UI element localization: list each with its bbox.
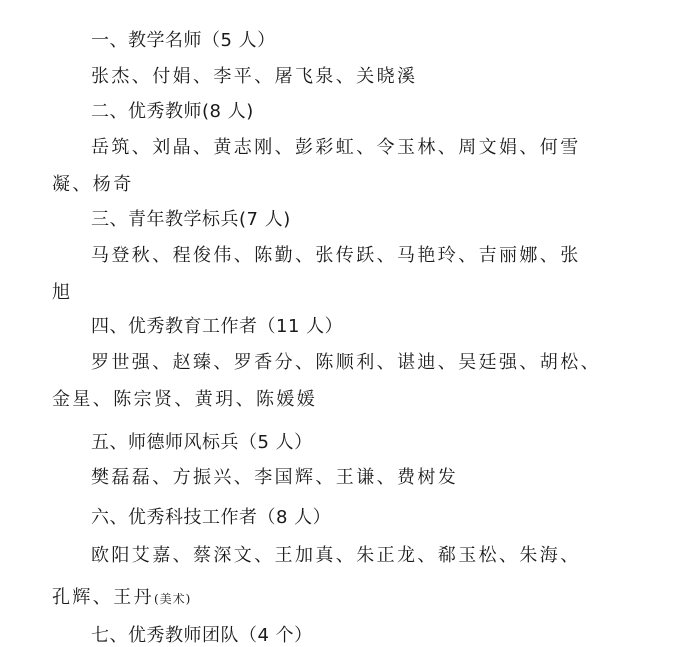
section-heading-3: 三、青年教学标兵(7 人): [91, 209, 291, 230]
section-heading-6: 六、优秀科技工作者（8 人）: [91, 507, 332, 528]
section-heading-2: 二、优秀教师(8 人): [91, 101, 254, 122]
names-line: 岳筑、刘晶、黄志刚、彭彩虹、令玉林、周文娟、何雪: [91, 137, 581, 158]
names-line-continued: 凝、杨奇: [52, 174, 134, 195]
department-note: (美术): [154, 592, 192, 606]
names-text: 孔辉、王丹: [52, 587, 154, 608]
names-line-continued: [52, 583, 191, 609]
names-line: 欧阳艾嘉、蔡深文、王加真、朱正龙、郗玉松、朱海、: [91, 545, 581, 566]
section-heading-5: 五、师德师风标兵（5 人）: [91, 432, 313, 453]
names-line: 罗世强、赵臻、罗香分、陈顺利、谌迪、吴廷强、胡松、: [91, 352, 601, 373]
section-heading-1: 一、教学名师（5 人）: [91, 30, 276, 51]
names-line: 马登秋、程俊伟、陈勤、张传跃、马艳玲、吉丽娜、张: [91, 245, 581, 266]
names-line-continued: 金星、陈宗贤、黄玥、陈媛媛: [52, 389, 318, 410]
section-heading-7: 七、优秀教师团队（4 个）: [91, 625, 313, 646]
names-line: 樊磊磊、方振兴、李国辉、王谦、费树发: [91, 467, 459, 488]
section-heading-4: 四、优秀教育工作者（11 人）: [91, 316, 344, 337]
names-line: 张杰、付娟、李平、屠飞泉、关晓溪: [91, 66, 418, 87]
names-line-continued: 旭: [52, 282, 73, 303]
